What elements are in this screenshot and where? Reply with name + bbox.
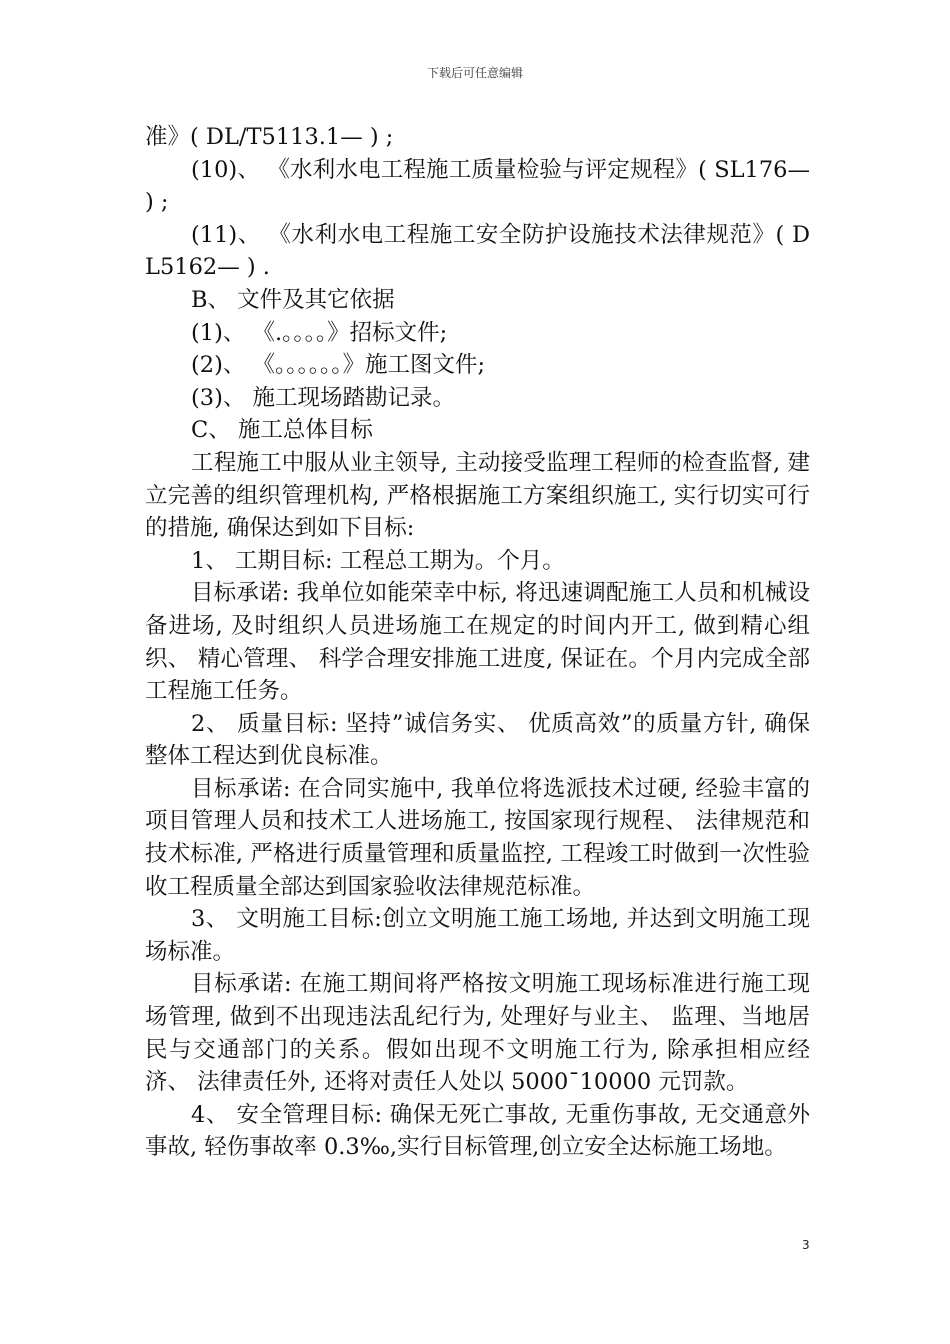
paragraph: 目标承诺: 在施工期间将严格按文明施工现场标准进行施工现场管理, 做到不出现违法乱纪行为, 处理好与业主、 监理、当地居民与交通部门的关系。假如出现不文明施工行为, 除承担相应经济、 法律责任外, 还将对责任人处以 5000¯10000 元罚款。 [145,971,810,1096]
paragraph: 3、 文明施工目标:创立文明施工施工场地, 并达到文明施工现场标准。 [145,906,810,965]
document-body [145,121,810,1164]
list-item: (3)、 施工现场踏勘记录。 [191,384,456,411]
paragraph: 1、 工期目标: 工程总工期为。个月。 [191,547,565,574]
paragraph: 2、 质量目标: 坚持”诚信务实、 优质高效”的质量方针, 确保整体工程达到优良标准。 [145,710,810,770]
paragraph: 目标承诺: 我单位如能荣幸中标, 将迅速调配施工人员和机械设备进场, 及时组织人员进场施工在规定的时间内开工, 做到精心组织、 精心管理、 科学合理安排施工进度, 保证在。个月内完成全部工程施工任务。 [145,580,810,705]
paragraph: 工程施工中服从业主领导, 主动接受监理工程师的检查监督, 建立完善的组织管理机构, 严格根据施工方案组织施工, 实行切实可行的措施, 确保达到如下目标: [145,449,810,542]
page-number: 3 [802,1238,810,1252]
paragraph: (10)、 《水利水电工程施工质量检验与评定规程》( SL176— ) ; [145,156,810,216]
list-item: (1)、 《.。。。。》招标文件; [191,319,448,346]
section-heading: B、 文件及其它依据 [191,286,395,313]
section-heading: C、 施工总体目标 [191,417,373,444]
paragraph: 准》( DL/T5113.1— ) ; [145,124,394,150]
paragraph: (11)、 《水利水电工程施工安全防护设施技术法律规范》( DL5162— ) . [145,221,810,281]
paragraph: 4、 安全管理目标: 确保无死亡事故, 无重伤事故, 无交通意外事故, 轻伤事故率 0.3‰,实行目标管理,创立安全达标施工场地。 [145,1101,810,1161]
page-header: 下载后可任意编辑 [426,66,523,80]
list-item: (2)、 《。。。。。。》施工图文件; [191,352,486,379]
paragraph: 目标承诺: 在合同实施中, 我单位将选派技术过硬, 经验丰富的项目管理人员和技术工人进场施工, 按国家现行规程、 法律规范和技术标准, 严格进行质量管理和质量监控, 工程竣工时做到一次性验收工程质量全部达到国家验收法律规范标准。 [145,775,810,900]
